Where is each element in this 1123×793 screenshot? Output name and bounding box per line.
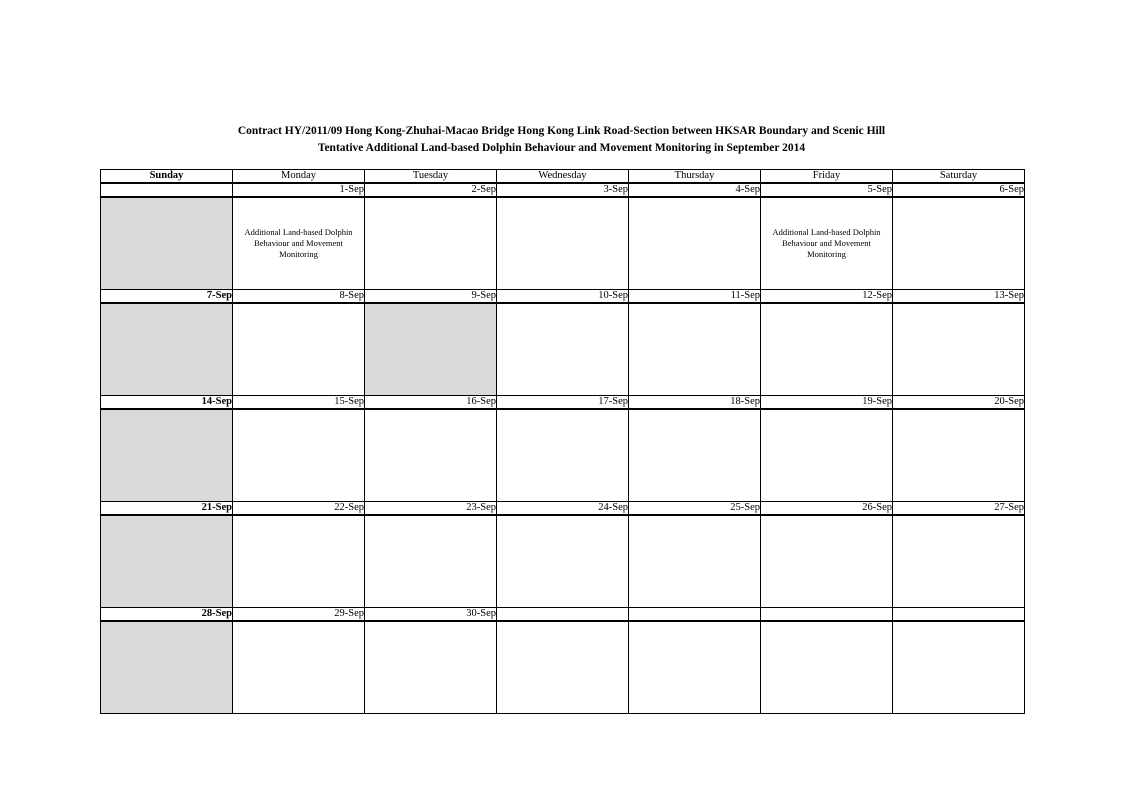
- day-cell: [101, 303, 233, 396]
- day-cell: [761, 197, 893, 290]
- day-cell: [629, 515, 761, 608]
- day-cell: [497, 409, 629, 502]
- week-body-row: [101, 409, 1025, 502]
- weekday-header: Thursday: [629, 170, 761, 184]
- date-cell: 23-Sep: [365, 502, 497, 516]
- day-cell: [629, 409, 761, 502]
- date-cell: 19-Sep: [761, 396, 893, 410]
- week-date-row: [101, 608, 1025, 622]
- day-cell: [497, 303, 629, 396]
- day-cell: [365, 409, 497, 502]
- weekday-header: Friday: [761, 170, 893, 184]
- weekday-header-row: [101, 170, 1025, 184]
- date-cell: 5-Sep: [761, 183, 893, 197]
- date-cell: 13-Sep: [893, 290, 1025, 304]
- week-body-row: [101, 303, 1025, 396]
- weekday-header: Wednesday: [497, 170, 629, 184]
- date-cell: [629, 608, 761, 622]
- day-cell: [101, 409, 233, 502]
- day-cell: [101, 197, 233, 290]
- date-cell: [101, 183, 233, 197]
- date-cell: 22-Sep: [233, 502, 365, 516]
- date-cell: 15-Sep: [233, 396, 365, 410]
- day-cell: [365, 515, 497, 608]
- date-cell: 10-Sep: [497, 290, 629, 304]
- day-cell: [761, 303, 893, 396]
- date-cell: 28-Sep: [101, 608, 233, 622]
- document-subtitle: Tentative Additional Land-based Dolphin Behaviour and Movement Monitoring in September 2014: [317, 142, 806, 154]
- date-cell: 26-Sep: [761, 502, 893, 516]
- day-cell: [893, 515, 1025, 608]
- week-body-row: [101, 621, 1025, 714]
- date-cell: 21-Sep: [101, 502, 233, 516]
- day-cell: [233, 303, 365, 396]
- day-cell: [233, 621, 365, 714]
- date-cell: 8-Sep: [233, 290, 365, 304]
- date-cell: 9-Sep: [365, 290, 497, 304]
- date-cell: [497, 608, 629, 622]
- weekday-header: Tuesday: [365, 170, 497, 184]
- day-cell: [497, 621, 629, 714]
- date-cell: 25-Sep: [629, 502, 761, 516]
- weekday-header: Saturday: [893, 170, 1025, 184]
- day-cell: [893, 303, 1025, 396]
- day-cell: [761, 409, 893, 502]
- day-cell: [893, 621, 1025, 714]
- document-title: Contract HY/2011/09 Hong Kong-Zhuhai-Macao Bridge Hong Kong Link Road-Section between HKSAR Boundary and Scenic Hill: [237, 125, 886, 137]
- date-cell: [761, 608, 893, 622]
- monitoring-note: Additional Land-based Dolphin Behaviour and Movement Monitoring: [244, 227, 353, 259]
- day-cell: [893, 409, 1025, 502]
- week-date-row: [101, 502, 1025, 516]
- date-cell: 30-Sep: [365, 608, 497, 622]
- calendar-table: [100, 169, 1025, 714]
- week-date-row: [101, 290, 1025, 304]
- date-cell: 27-Sep: [893, 502, 1025, 516]
- day-cell: [893, 197, 1025, 290]
- week-body-row: [101, 515, 1025, 608]
- date-cell: 17-Sep: [497, 396, 629, 410]
- weekday-header: Sunday: [101, 170, 233, 184]
- date-cell: 29-Sep: [233, 608, 365, 622]
- day-cell: [761, 621, 893, 714]
- day-cell: [497, 197, 629, 290]
- date-cell: 4-Sep: [629, 183, 761, 197]
- date-cell: 24-Sep: [497, 502, 629, 516]
- monitoring-note: Additional Land-based Dolphin Behaviour and Movement Monitoring: [772, 227, 881, 259]
- day-cell: [629, 621, 761, 714]
- day-cell: [365, 303, 497, 396]
- date-cell: [893, 608, 1025, 622]
- day-cell: [233, 409, 365, 502]
- date-cell: 2-Sep: [365, 183, 497, 197]
- day-cell: [365, 621, 497, 714]
- week-body-row: [101, 197, 1025, 290]
- day-cell: [629, 303, 761, 396]
- date-cell: 1-Sep: [233, 183, 365, 197]
- day-cell: [101, 515, 233, 608]
- week-date-row: [101, 183, 1025, 197]
- date-cell: 12-Sep: [761, 290, 893, 304]
- week-date-row: [101, 396, 1025, 410]
- date-cell: 16-Sep: [365, 396, 497, 410]
- day-cell: [629, 197, 761, 290]
- day-cell: [101, 621, 233, 714]
- date-cell: 20-Sep: [893, 396, 1025, 410]
- day-cell: [761, 515, 893, 608]
- date-cell: 3-Sep: [497, 183, 629, 197]
- day-cell: [233, 515, 365, 608]
- day-cell: [365, 197, 497, 290]
- date-cell: 7-Sep: [101, 290, 233, 304]
- date-cell: 14-Sep: [101, 396, 233, 410]
- weekday-header: Monday: [233, 170, 365, 184]
- day-cell: [233, 197, 365, 290]
- day-cell: [497, 515, 629, 608]
- date-cell: 6-Sep: [893, 183, 1025, 197]
- date-cell: 18-Sep: [629, 396, 761, 410]
- date-cell: 11-Sep: [629, 290, 761, 304]
